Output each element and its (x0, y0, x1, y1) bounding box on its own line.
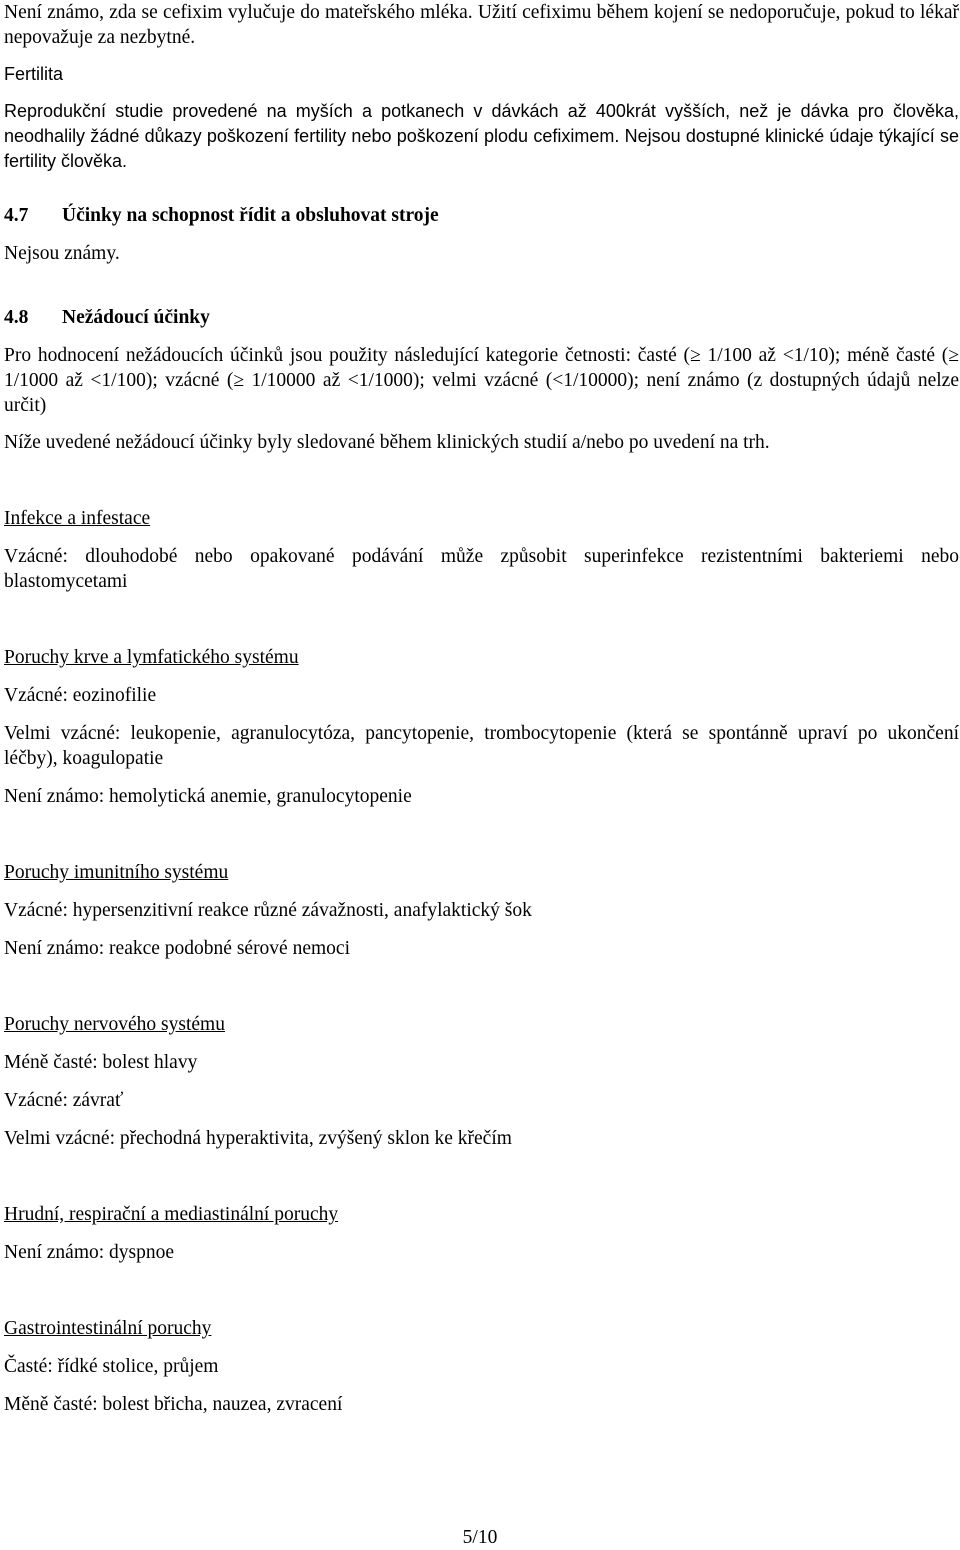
frequency-intro: Pro hodnocení nežádoucích účinků jsou použity následující kategorie četnosti: časté (≥ 1/100 až <1/10); méně časté (≥ 1/1000 až <1/100); vzácné (≥ 1/10000 až <1/1000); velmi vzácné (<1/10000); není známo (z dostupných údajů nelze určit) (4, 345, 959, 416)
document-page (4, 0, 959, 1417)
fertility-title: Fertilita (4, 64, 64, 84)
group-item: Velmi vzácné: leukopenie, agranulocytóza, pancytopenie, trombocytopenie (která se spontánně upraví po ukončení léčby), koagulopatie (4, 723, 959, 769)
group-item: Méně časté: bolest hlavy (4, 1052, 198, 1073)
group-item: Vzácné: dlouhodobé nebo opakované podávání může způsobit superinfekce rezistentními bakteriemi nebo blastomycetami (4, 546, 959, 592)
section-4-7-title: Účinky na schopnost řídit a obsluhovat stroje (62, 205, 439, 226)
section-4-7-body: Nejsou známy. (4, 243, 120, 264)
group-item: Není známo: dyspnoe (4, 1242, 175, 1263)
group-item: Není známo: reakce podobné sérové nemoci (4, 938, 350, 959)
group-item: Měně časté: bolest břicha, nauzea, zvracení (4, 1394, 343, 1415)
group-title: Hrudní, respirační a mediastinální poruchy (4, 1204, 339, 1225)
group-nervous (4, 1012, 959, 1151)
group-title: Poruchy imunitního systému (4, 862, 229, 883)
lactation-paragraph: Není známo, zda se cefixim vylučuje do mateřského mléka. Užití cefiximu během kojení se nedoporučuje, pokud to lékař nepovažuje za nezbytné. (4, 2, 959, 48)
group-respiratory (4, 1202, 959, 1265)
group-immune (4, 860, 959, 961)
group-title: Infekce a infestace (4, 508, 151, 529)
group-item: Časté: řídké stolice, průjem (4, 1356, 219, 1377)
section-4-7-number: 4.7 (4, 205, 29, 226)
section-4-8-title: Nežádoucí účinky (62, 307, 210, 328)
group-title: Poruchy krve a lymfatického systému (4, 647, 299, 668)
group-item: Velmi vzácné: přechodná hyperaktivita, zvýšený sklon ke křečím (4, 1128, 512, 1149)
group-item: Vzácné: eozinofilie (4, 685, 157, 706)
group-item: Vzácné: závrať (4, 1090, 124, 1111)
section-4-8-number: 4.8 (4, 307, 29, 328)
group-title: Gastrointestinální poruchy (4, 1318, 212, 1339)
frequency-note: Níže uvedené nežádoucí účinky byly sledované během klinických studií a/nebo po uvedení na trh. (4, 432, 770, 453)
section-4-7-heading (4, 203, 959, 228)
group-title: Poruchy nervového systému (4, 1014, 225, 1035)
section-4-8-heading (4, 305, 959, 330)
group-item: Vzácné: hypersenzitivní reakce různé závažnosti, anafylaktický šok (4, 900, 532, 921)
fertility-paragraph: Reprodukční studie provedené na myších a potkanech v dávkách až 400krát vyšších, než je dávka pro člověka, neodhalily žádné důkazy poškození fertility nebo poškození plodu cefiximem. Nejsou dostupné klinické údaje týkající se fertility člověka. (4, 101, 959, 171)
group-blood (4, 645, 959, 809)
group-item: Není známo: hemolytická anemie, granulocytopenie (4, 786, 412, 807)
group-infections (4, 506, 959, 594)
page-number: 5/10 (462, 1527, 498, 1548)
group-gastrointestinal (4, 1316, 959, 1417)
